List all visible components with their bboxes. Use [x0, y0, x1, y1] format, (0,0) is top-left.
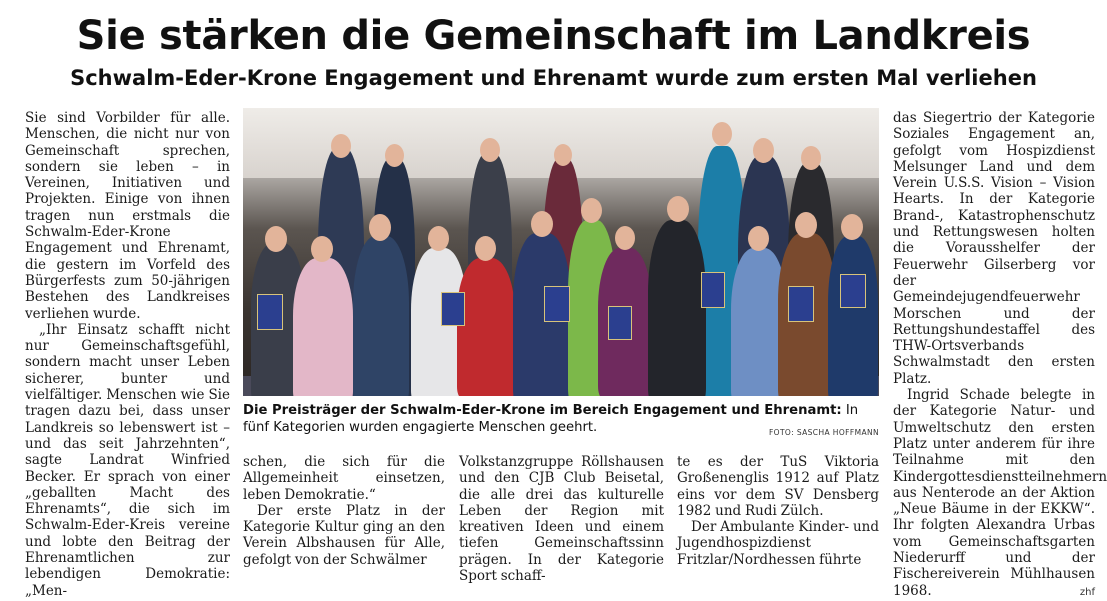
article-column-4 [677, 454, 879, 568]
paragraph: „Ihr Einsatz schafft nicht nur Gemeinschaftsgefühl, sondern macht unser Leben sicherer, bunter und vielfältiger. Menschen wie Sie tragen dazu bei, dass unser Landkreis so lebenswert ist – und das seit Jahrzehnten“, sagte Landrat Winfried Becker. Er sprach von einer „geballten Macht des Ehrenamts“, die sich im Schwalm-Eder-Kreis vereine und lobte den Beitrag der Ehrenamtlichen zur lebendigen Demokratie: „Men- [25, 321, 230, 599]
person-head [531, 211, 553, 237]
person-head [801, 146, 821, 170]
award-plaque [701, 272, 725, 308]
paragraph: Volkstanzgruppe Röllshausen und den CJB Club Beisetal, die alle drei das kulturelle Leben der Region mit kreativen Ideen und einem tiefen Gemeinschaftssinn prägen. In der Kategorie Sport schaff- [459, 454, 664, 585]
person-head [841, 214, 863, 240]
award-plaque [257, 294, 283, 330]
author-signature: zhf [1079, 586, 1095, 598]
caption-bold: Die Preisträger der Schwalm-Eder-Krone im Bereich Engagement und Ehrenamt: [243, 403, 842, 418]
person-head [311, 236, 333, 262]
person [353, 236, 409, 396]
photo-credit: FOTO: SASCHA HOFFMANN [768, 428, 879, 437]
person-head [795, 212, 817, 238]
article-column-3 [459, 454, 664, 584]
paragraph: das Siegertrio der Kategorie Soziales Engagement an, gefolgt vom Hospizdienst Melsunger Land und dem Verein U.S.S. Vision – Vision Hearts. In der Kategorie Brand-, Katastrophenschutz und Rettungswesen holten die Vorausshelfer der Feuerwehr Gilserberg vor der Gemeindejugendfeuerwehr Morschen und der Rettungshundestaffel des THW-Ortsverbands Schwalmstadt den ersten Platz. [893, 110, 1095, 387]
person-head [581, 198, 602, 223]
caption-text: In fünf Kategorien wurden engagierte Menschen geehrt. [243, 403, 859, 435]
article-column-2 [243, 454, 445, 568]
headline: Sie stärken die Gemeinschaft im Landkreis [76, 13, 1031, 59]
person-head [475, 236, 496, 261]
person [648, 220, 706, 396]
subheadline: Schwalm-Eder-Krone Engagement und Ehrenamt wurde zum ersten Mal verliehen [70, 66, 1037, 90]
person-head [265, 226, 287, 252]
award-plaque [544, 286, 570, 322]
paragraph: te es der TuS Viktoria Großenenglis 1912 auf Platz eins vor dem SV Densberg 1982 und Rudi Zülch. [677, 454, 879, 519]
person-head [428, 226, 449, 251]
article-column-1 [25, 110, 230, 599]
award-plaque [441, 292, 465, 326]
paragraph [893, 387, 1107, 599]
person-head [369, 214, 391, 241]
paragraph: Sie sind Vorbilder für alle. Menschen, die nicht nur von Gemeinschaft sprechen, sondern sie leben – in Vereinen, Initiativen und Projekten. Einige von ihnen tragen nun erstmals die Schwalm-Eder-Krone Engagement und Ehrenamt, die gestern im Vorfeld des Bürgerfests zum 50-jährigen Bestehen des Landkreises verliehen wurde. [25, 110, 230, 322]
person-head [385, 144, 404, 167]
person-head [748, 226, 769, 251]
paragraph: schen, die sich für die Allgemeinheit einsetzen, leben Demokratie.“ [243, 454, 445, 503]
award-plaque [840, 274, 866, 308]
paragraph: Der Ambulante Kinder- und Jugendhospizdienst Fritzlar/Nordhessen führte [677, 519, 879, 568]
award-group-photo [243, 108, 879, 396]
article-column-5 [893, 110, 1107, 601]
person [293, 258, 353, 396]
person-head [667, 196, 689, 222]
award-plaque [788, 286, 814, 322]
paragraph: Der erste Platz in der Kategorie Kultur ging an den Verein Albshausen für Alle, gefolgt von der Schwälmer [243, 502, 445, 568]
award-plaque [608, 306, 632, 340]
person-head [331, 134, 351, 158]
person-head [712, 122, 732, 146]
person-head [480, 138, 500, 162]
person [828, 236, 878, 396]
person-head [615, 226, 635, 250]
person [457, 258, 515, 396]
person-head [554, 144, 572, 166]
paragraph-text: Ingrid Schade belegte in der Kategorie Natur- und Umweltschutz den ersten Platz unter anderem für ihre Teilnahme mit den Kindergottesdienstteilnehmern aus Nenterode an der Aktion „Neue Bäume in der EKKW“. Ihr folgten Alexandra Urbas vom Gemeinschaftsgarten Niederurff und der Fischereiverein Mühlhausen 1968. [893, 387, 1107, 599]
person-head [753, 138, 774, 163]
